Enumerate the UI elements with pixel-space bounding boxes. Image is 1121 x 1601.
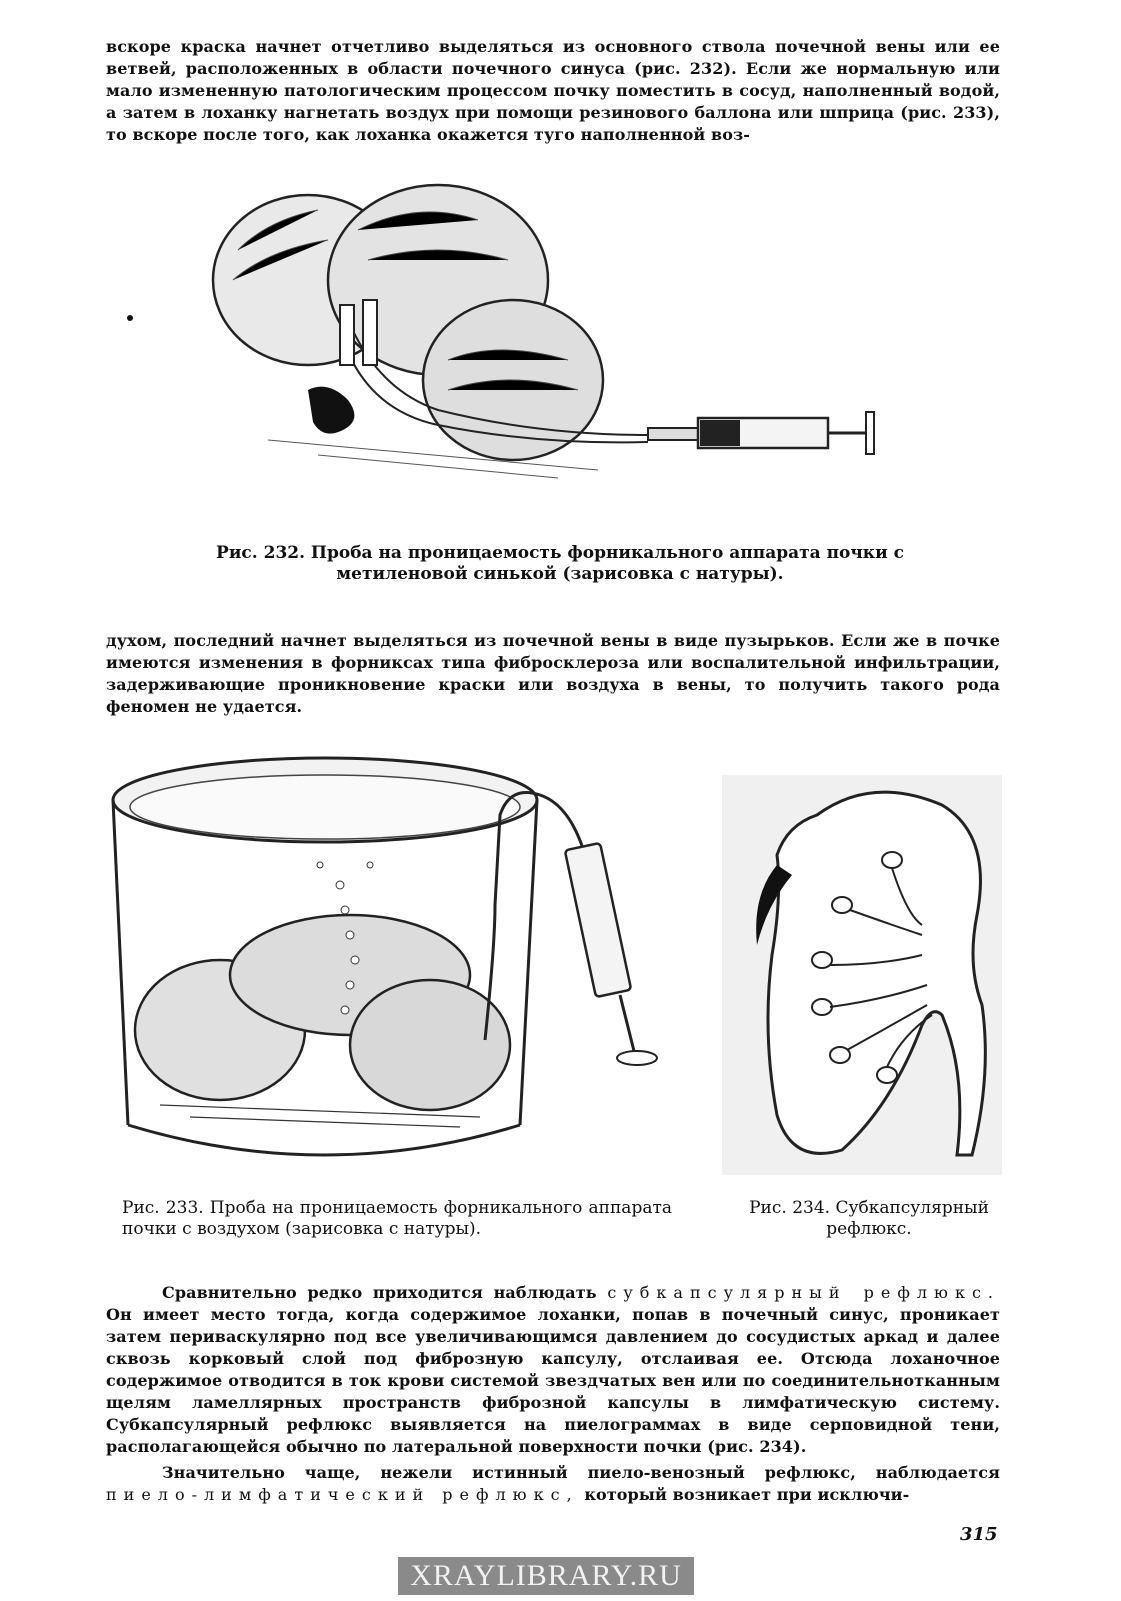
paragraph-4-term: пиело-лимфатический рефлюкс, [106, 1485, 579, 1504]
paragraph-3-start: Сравнительно редко приходится наблюдать [162, 1283, 608, 1302]
paragraph-4-rest: который возникает при исключи- [578, 1485, 910, 1504]
watermark-banner: XRAYLIBRARY.RU [398, 1557, 694, 1595]
paragraph-3-rest: Он имеет место тогда, когда содержимое лоханки, попав в почечный синус, проникает затем перивaскулярно под все увеличивающимся давлением до сосудистых аркад и далее сквозь корковый слой под фиброзную капсулу, отслаивая ее. Отсюда лоханочное содержимое отводится в ток крови системой звездчатых вен или по соединительнотканным щелям ламеллярных пространств фиброзной капсулы в лимфатическую систему. Субкапсулярный рефлюкс выявляется на пиелограммах в виде серповидной тени, располагающейся обычно по латеральной поверхности почки (рис. 234). [106, 1305, 1000, 1456]
page-number: 315 [960, 1524, 998, 1545]
paragraph-1: вскоре краска начнет отчетливо выделяться из основного ствола почечной вены или ее ветвей, расположенных в области почечного синуса (рис. 232). Если же нормальную или мало измененную патологическим процессом почку поместить в сосуд, наполненный водой, а затем в лоханку нагнетать воздух при помощи резинового баллона или шприца (рис. 233), то вскоре после того, как лоханка окажется туго наполненной воз- [106, 37, 1000, 144]
paragraph-4 [106, 1462, 1000, 1506]
figure-234-caption: Рис. 234. Субкапсулярный рефлюкс. [749, 1198, 989, 1239]
figure-232-illustration [118, 160, 898, 530]
figure-232-caption: Рис. 232. Проба на проницаемость форникального аппарата почки с метиленовой синькой (зарисовка с натуры). [216, 543, 904, 584]
figure-233-caption: Рис. 233. Проба на проницаемость форникального аппарата почки с воздухом (зарисовка с натуры). [122, 1198, 672, 1239]
paragraph-4-start: Значительно чаще, нежели истинный пиело-венозный рефлюкс, наблюдается [162, 1463, 1000, 1482]
paragraph-2: духом, последний начнет выделяться из почечной вены в виде пузырьков. Если же в почке имеются изменения в форниксах типа фибросклероза или воспалительной инфильтрации, задерживающие проникновение краски или воздуха в вены, то получить такого рода феномен не удается. [106, 631, 1000, 716]
figure-233-illustration [100, 745, 680, 1185]
paragraph-3-term: субкапсулярный рефлюкс. [607, 1283, 1001, 1302]
figure-234-illustration [722, 775, 1002, 1175]
paragraph-3 [106, 1282, 1000, 1458]
